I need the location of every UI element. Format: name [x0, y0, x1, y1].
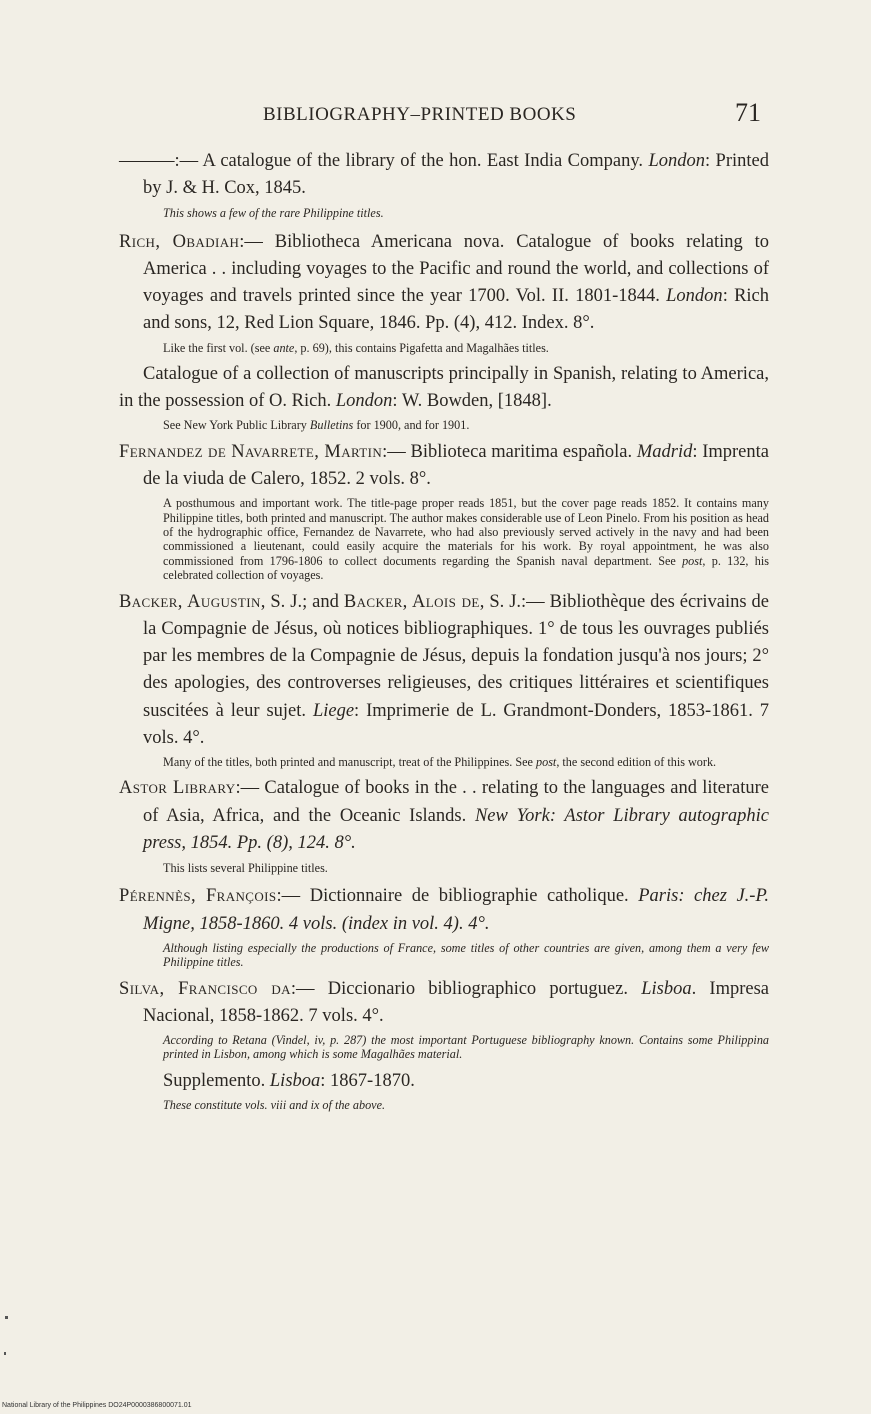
entry-citation [119, 361, 769, 415]
entry-citation [119, 439, 769, 493]
entry-imprint: : W. Bowden, [1848]. [392, 391, 552, 412]
entry-place: Madrid [636, 441, 693, 462]
entry-title: A catalogue of the library of the hon. East India Company. [198, 151, 643, 171]
entry-author: Pérennès, François [119, 886, 277, 907]
running-head: BIBLIOGRAPHY–PRINTED BOOKS [263, 104, 577, 125]
entry-place: Lisboa [269, 1070, 321, 1091]
bib-entry [119, 589, 769, 770]
entry-title: Supplemento. [163, 1070, 266, 1091]
entry-note: According to Retana (Vindel, iv, p. 287) the most important Portuguese bibliography known. Contains some Philippina printed in Lisbon, among which is some Magalhães material. [163, 1032, 770, 1062]
entry-imprint: : Astor Library autographic press, 1854. Pp. (8), 124. 8°. [143, 805, 769, 853]
entry-title: :— Diccionario bibliographico portuguez. [290, 978, 628, 999]
entry-place: London [335, 391, 393, 412]
bib-entry [119, 883, 769, 969]
entry-title: :— Catalogue of books in the . . relating to the languages and literature of Asia, Africa, and the Oceanic Islands. [143, 778, 769, 826]
entry-citation [119, 148, 769, 202]
entry-title: , S. J.:— Bibliothèque des écrivains de la Compagnie de Jésus, où notices bibliographiques. 1° de tous les ouvrages publiés par les membres de la Compagnie de Jésus, depuis la fondation jusqu'à nos jours; 2° des apologies, des controverses religieuses, des critiques littéraires et scientifiques suscitées à leur sujet. [143, 591, 769, 721]
bibliography-list [119, 148, 769, 1118]
entry-note: A posthumous and important work. The title-page proper reads 1851, but the cover page reads 1852. It contains many Philippine titles, both printed and manuscript. The author makes considerable use of Leon Pinelo. From his position as head of the hydrographic office, Fernandez de Navarrete, who had also previously served actively in the navy and had been commissioned a lieutenant, could easily acquire the materials for his work. By royal appointment, he was also commissioned from 1796-1806 to collect documents regarding the Spanish naval department. See post, p. 132, his celebrated collection of voyages. [163, 496, 769, 583]
entry-place: London [666, 286, 723, 307]
page-header [0, 98, 871, 138]
entry-imprint: : Imprenta de la viuda de Calero, 1852. 2 vols. 8°. [143, 441, 769, 490]
bib-entry [119, 439, 769, 583]
entry-imprint: : Imprimerie de L. Grandmont-Donders, 1853-1861. 7 vols. 4°. [143, 700, 769, 748]
entry-note: Like the first vol. (see ante, p. 69), this contains Pigafetta and Magalhães titles. [163, 340, 549, 355]
entry-imprint: : chez J.-P. Migne, 1858-1860. 4 vols. (index in vol. 4). 4°. [143, 886, 769, 934]
entry-author: Backer, Augustin [119, 591, 261, 612]
entry-imprint: : Printed by J. & H. Cox, 1845. [143, 151, 769, 199]
entry-note: Many of the titles, both printed and manuscript, treat of the Philippines. See post, the second edition of this work. [163, 754, 717, 769]
scan-speck [5, 1316, 8, 1319]
entry-note: Although listing especially the productions of France, some titles of other countries are given, among them a very few Philippine titles. [163, 940, 769, 970]
ditto-dash: ———:— [119, 151, 199, 171]
entry-place: London [648, 151, 705, 171]
entry-place: Liege [312, 700, 355, 721]
entry-place: New York [474, 805, 550, 826]
bib-entry [119, 148, 769, 221]
entry-citation [119, 976, 769, 1030]
entry-citation: Backer, Augustin, S. J.; and Backer, Alois de, S. J.:— Bibliothèque des écrivains de la Compagnie de Jésus, où notices bibliographiques. 1° de tous les ouvrages publiés par les membres de la Compagnie de Jésus, depuis la fondation jusqu'à nos jours; 2° des apologies, des controverses religieuses, des critiques littéraires et scientifiques suscitées à leur sujet. Liege: Imprimerie de L. Grandmont-Donders, 1853-1861. 7 vols. 4°. [119, 591, 769, 748]
entry-title: :— Bibliotheca Americana nova. Catalogue of books relating to America . . including voyages to the Pacific and round the world, and collections of voyages and travels printed since the year 1700. Vol. II. 1801-1844. [143, 231, 770, 307]
scan-speck [4, 1352, 6, 1355]
bib-entry [119, 229, 769, 355]
entry-imprint: : Rich and sons, 12, Red Lion Square, 1846. Pp. (4), 412. Index. 8°. [143, 286, 770, 334]
entry-imprint: : 1867-1870. [320, 1070, 415, 1091]
entry-title: :— Biblioteca maritima española. [382, 441, 633, 462]
entry-author: Rich, Obadiah [119, 231, 240, 252]
entry-citation [119, 229, 769, 338]
scan-credit: National Library of the Philippines DO24P0000386800071.01 [2, 1402, 192, 1409]
entry-citation [119, 775, 769, 857]
entry-author: Backer, Alois de [343, 591, 480, 612]
bib-entry [119, 361, 769, 433]
entry-note: This lists several Philippine titles. [163, 860, 328, 875]
entry-place: Lisboa [641, 978, 692, 999]
entry-citation [163, 1068, 769, 1095]
entry-author: Silva, Francisco da [119, 978, 291, 999]
bib-entry [119, 775, 769, 875]
entry-author: Astor Library [119, 778, 236, 799]
entry-title: :— Dictionnaire de bibliographie catholique. [276, 886, 629, 907]
bib-entry [119, 1068, 769, 1113]
entry-note: This shows a few of the rare Philippine titles. [163, 206, 384, 221]
entry-title: Catalogue of a collection of manuscripts principally in Spanish, relating to America, in the possession of O. Rich. [119, 364, 769, 412]
page-number: 71 [735, 98, 761, 127]
entry-note: See New York Public Library Bulletins for 1900, and for 1901. [163, 418, 470, 433]
entry-citation [119, 883, 769, 937]
entry-imprint: . Impresa Nacional, 1858-1862. 7 vols. 4°. [143, 978, 769, 1026]
bib-entry [119, 976, 769, 1062]
entry-place: Paris [638, 886, 679, 907]
entry-note: These constitute vols. viii and ix of the above. [163, 1097, 386, 1112]
entry-author: Fernandez de Navarrete, Martin [119, 441, 383, 462]
